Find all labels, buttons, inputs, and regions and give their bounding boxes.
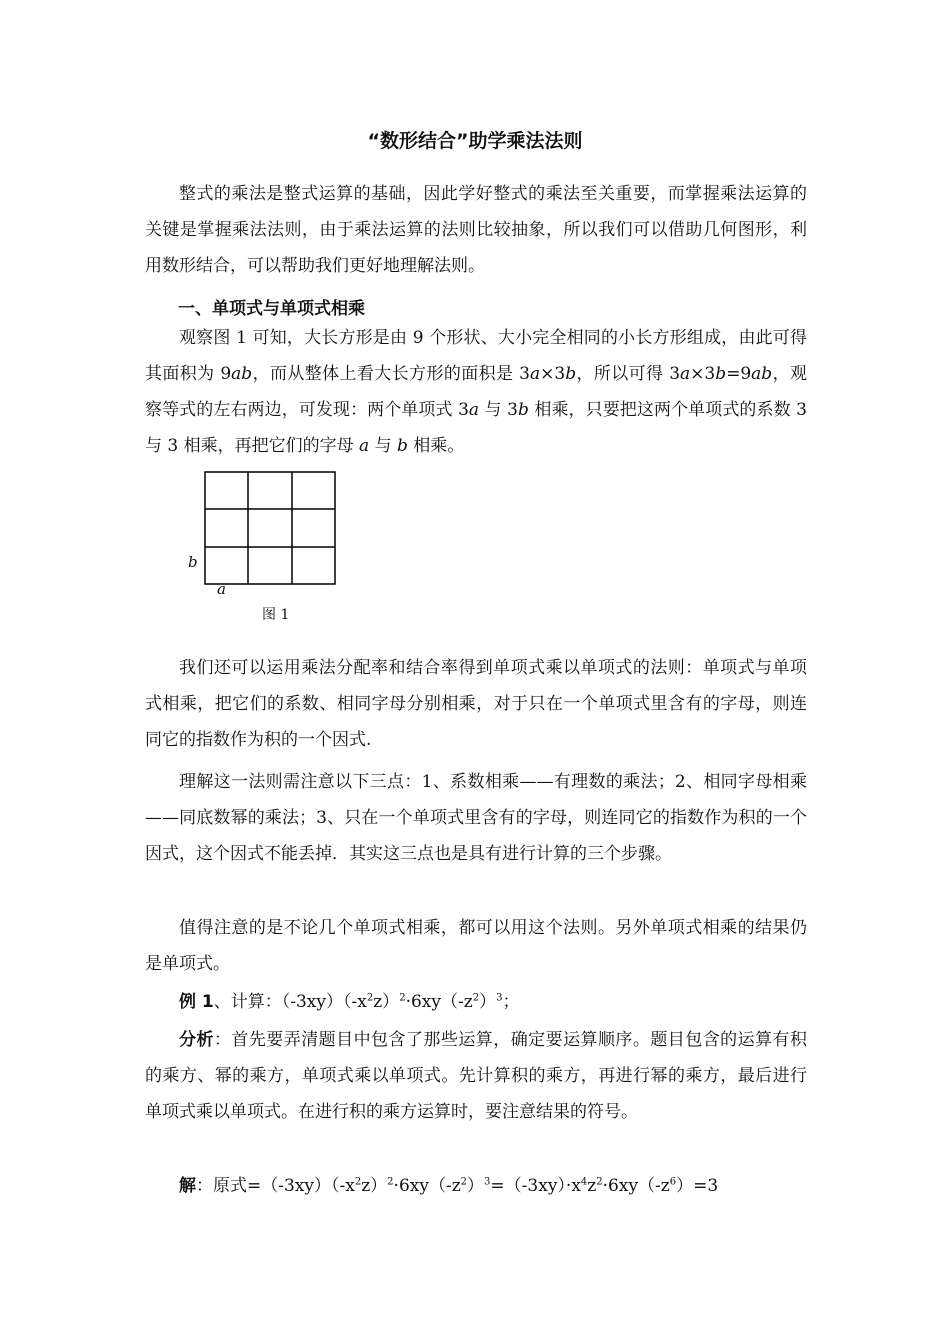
analysis-label: 分析 <box>179 1030 214 1050</box>
understand-paragraph: 理解这一法则需注意以下三点：1、系数相乘——有理数的乘法；2、相同字母相乘——同底数幂的乘法；3、只在一个单项式里含有的字母，则连同它的指数作为积的一个因式，这个因式不能丢掉．其实这三点也是具有进行计算的三个步骤。 <box>145 772 807 864</box>
intro-paragraph: 整式的乘法是整式运算的基础，因此学好整式的乘法至关重要，而掌握乘法运算的关键是掌握乘法法则，由于乘法运算的法则比较抽象，所以我们可以借助几何图形，利用数形结合，可以帮助我们更好地理解法则。 <box>145 184 807 276</box>
figure-label-b: b <box>188 553 198 571</box>
note-paragraph: 值得注意的是不论几个单项式相乘，都可以用这个法则。另外单项式相乘的结果仍是单项式。 <box>145 918 807 974</box>
figure-label-a: a <box>217 580 226 598</box>
analysis-paragraph: 分析：首先要弄清题目中包含了那些运算，确定要运算顺序。题目包含的运算有积的乘方、幂的乘方，单项式乘以单项式。先计算积的乘方，再进行幂的乘方，最后进行单项式乘以单项式。在进行积的乘方运算时，要注意结果的符号。 <box>145 1030 808 1122</box>
rule-paragraph: 我们还可以运用乘法分配率和结合率得到单项式乘以单项式的法则：单项式与单项式相乘，把它们的系数、相同字母分别相乘，对于只在一个单项式里含有的字母，则连同它的指数作为积的一个因式. <box>145 658 807 750</box>
page-title: “数形结合”助学乘法法则 <box>367 130 583 152</box>
figure-1-grid <box>204 471 336 585</box>
solution-line: 解：原式$=(-3xy)(-x^2z)^2\cdot 6xy(-z^2)^3=(-3xy)\cdot x^4z^2\cdot 6xy(-z^6)=3$ <box>179 1176 719 1196</box>
solution-label: 解 <box>179 1176 196 1196</box>
section-heading: 一、单项式与单项式相乘 <box>178 299 365 319</box>
figure-caption: 图 1 <box>262 607 290 623</box>
observe-paragraph: 观察图 1 可知，大长方形是由 9 个形状、大小完全相同的小长方形组成，由此可得其面积为 9ab，而从整体上看大长方形的面积是 3a×3b，所以可得 3a×3b=9ab，观察等式的左右两边，可发现：两个单项式 3a 与 3b 相乘，只要把这两个单项式的系数 3 与 3 相乘，再把它们的字母 a 与 b 相乘。 <box>145 328 808 456</box>
example-1: 例 1、计算：$(-3xy)(-x^2z)^2\cdot 6xy(-z^2)^3$； <box>179 992 520 1012</box>
example-label: 例 1 <box>179 992 214 1012</box>
